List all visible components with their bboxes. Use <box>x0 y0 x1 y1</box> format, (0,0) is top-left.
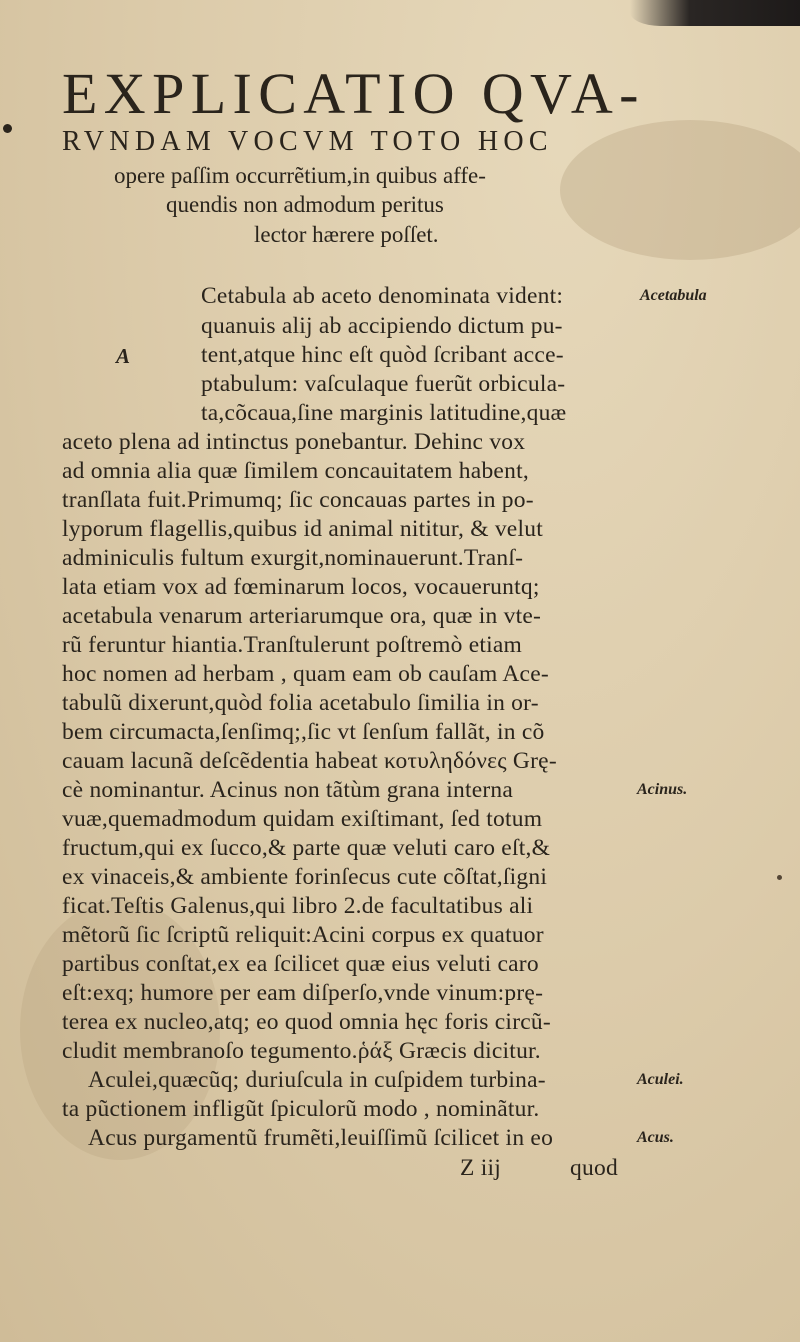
text-line: aceto plena ad intinctus ponebantur. Dehinc vox <box>62 429 526 455</box>
signature-mark: Z iij <box>460 1155 501 1181</box>
text-line: acetabula venarum arteriarumque ora, quæ in vte- <box>62 603 542 629</box>
text-line: lyporum flagellis,quibus id animal nititur, & velut <box>62 516 543 542</box>
margin-note-acetabula: Acetabula <box>640 287 707 304</box>
margin-note-acinus: Acinus. <box>637 781 688 798</box>
text-line: ad omnia alia quæ ſimilem concauitatem habent, <box>62 458 529 484</box>
catchword: quod <box>570 1155 618 1181</box>
text-line: Cetabula ab aceto denominata vident: <box>201 283 564 309</box>
text-line: cè nominantur. Acinus non tãtùm grana interna <box>62 777 514 803</box>
text-line: tranſlata fuit.Primumq; ſic concauas partes in po- <box>62 487 534 513</box>
text-line: vuæ,quemadmodum quidam exiſtimant, ſed totum <box>62 806 543 832</box>
text-line: hoc nomen ad herbam , quam eam ob cauſam Ace- <box>62 661 549 687</box>
margin-note-aculei: Aculei. <box>637 1071 684 1088</box>
subtitle-line: quendis non admodum peritus <box>166 192 444 217</box>
text-line: cauam lacunã deſcẽdentia habeat κοτυληδόνες Grę- <box>62 748 557 774</box>
text-line: tabulũ dixerunt,quòd folia acetabulo ſimilia in or- <box>62 690 539 716</box>
margin-note-acus: Acus. <box>637 1129 674 1146</box>
text-line: ex vinaceis,& ambiente forinſecus cute cõſtat,ſigni <box>62 864 548 890</box>
text-line: cludit membranoſo tegumento.ῥάξ Græcis dicitur. <box>62 1038 541 1064</box>
text-line: Acus purgamentũ frumẽti,leuiſſimũ ſcilicet in eo <box>88 1125 554 1151</box>
text-line: quanuis alij ab accipiendo dictum pu- <box>201 313 563 339</box>
text-line: ta,cõcaua,ſine marginis latitudine,quæ <box>201 400 567 426</box>
subtitle-line: opere paſſim occurrẽtium,in quibus affe- <box>114 163 486 188</box>
paper-stain <box>560 120 800 260</box>
page-title: EXPLICATIO QVA- <box>62 61 645 126</box>
text-line: ficat.Teſtis Galenus,qui libro 2.de facultatibus ali <box>62 893 534 919</box>
text-line: fructum,qui ex ſucco,& parte quæ veluti caro eſt,& <box>62 835 551 861</box>
ink-dot <box>3 124 12 133</box>
text-line: Aculei,quæcũq; duriuſcula in cuſpidem turbina- <box>88 1067 546 1093</box>
section-letter: A <box>116 344 131 368</box>
text-line: partibus conſtat,ex ea ſcilicet quæ eius veluti caro <box>62 951 539 977</box>
page-corner-tab <box>630 0 800 26</box>
text-line: ptabulum: vaſculaque fuerũt orbicula- <box>201 371 566 397</box>
text-line: eſt:exq; humore per eam diſperſo,vnde vinum:prę- <box>62 980 544 1006</box>
text-line: mẽtorũ ſic ſcriptũ reliquit:Acini corpus ex quatuor <box>62 922 544 948</box>
text-line: bem circumacta,ſenſimq;,ſic vt ſenſum fallãt, in cõ <box>62 719 545 745</box>
text-line: tent,atque hinc eſt quòd ſcribant acce- <box>201 342 564 368</box>
subtitle-line: lector hærere poſſet. <box>254 222 439 247</box>
text-line: rũ feruntur hiantia.Tranſtulerunt poſtremò etiam <box>62 632 523 658</box>
ink-dot <box>777 875 782 880</box>
text-line: lata etiam vox ad fœminarum locos, vocaueruntq; <box>62 574 540 600</box>
text-line: terea ex nucleo,atq; eo quod omnia hęc foris circũ- <box>62 1009 551 1035</box>
page-title-continued: RVNDAM VOCVM TOTO HOC <box>62 126 553 157</box>
text-line: ta pũctionem infligũt ſpiculorũ modo , nominãtur. <box>62 1096 540 1122</box>
text-line: adminiculis fultum exurgit,nominauerunt.Tranſ- <box>62 545 524 571</box>
